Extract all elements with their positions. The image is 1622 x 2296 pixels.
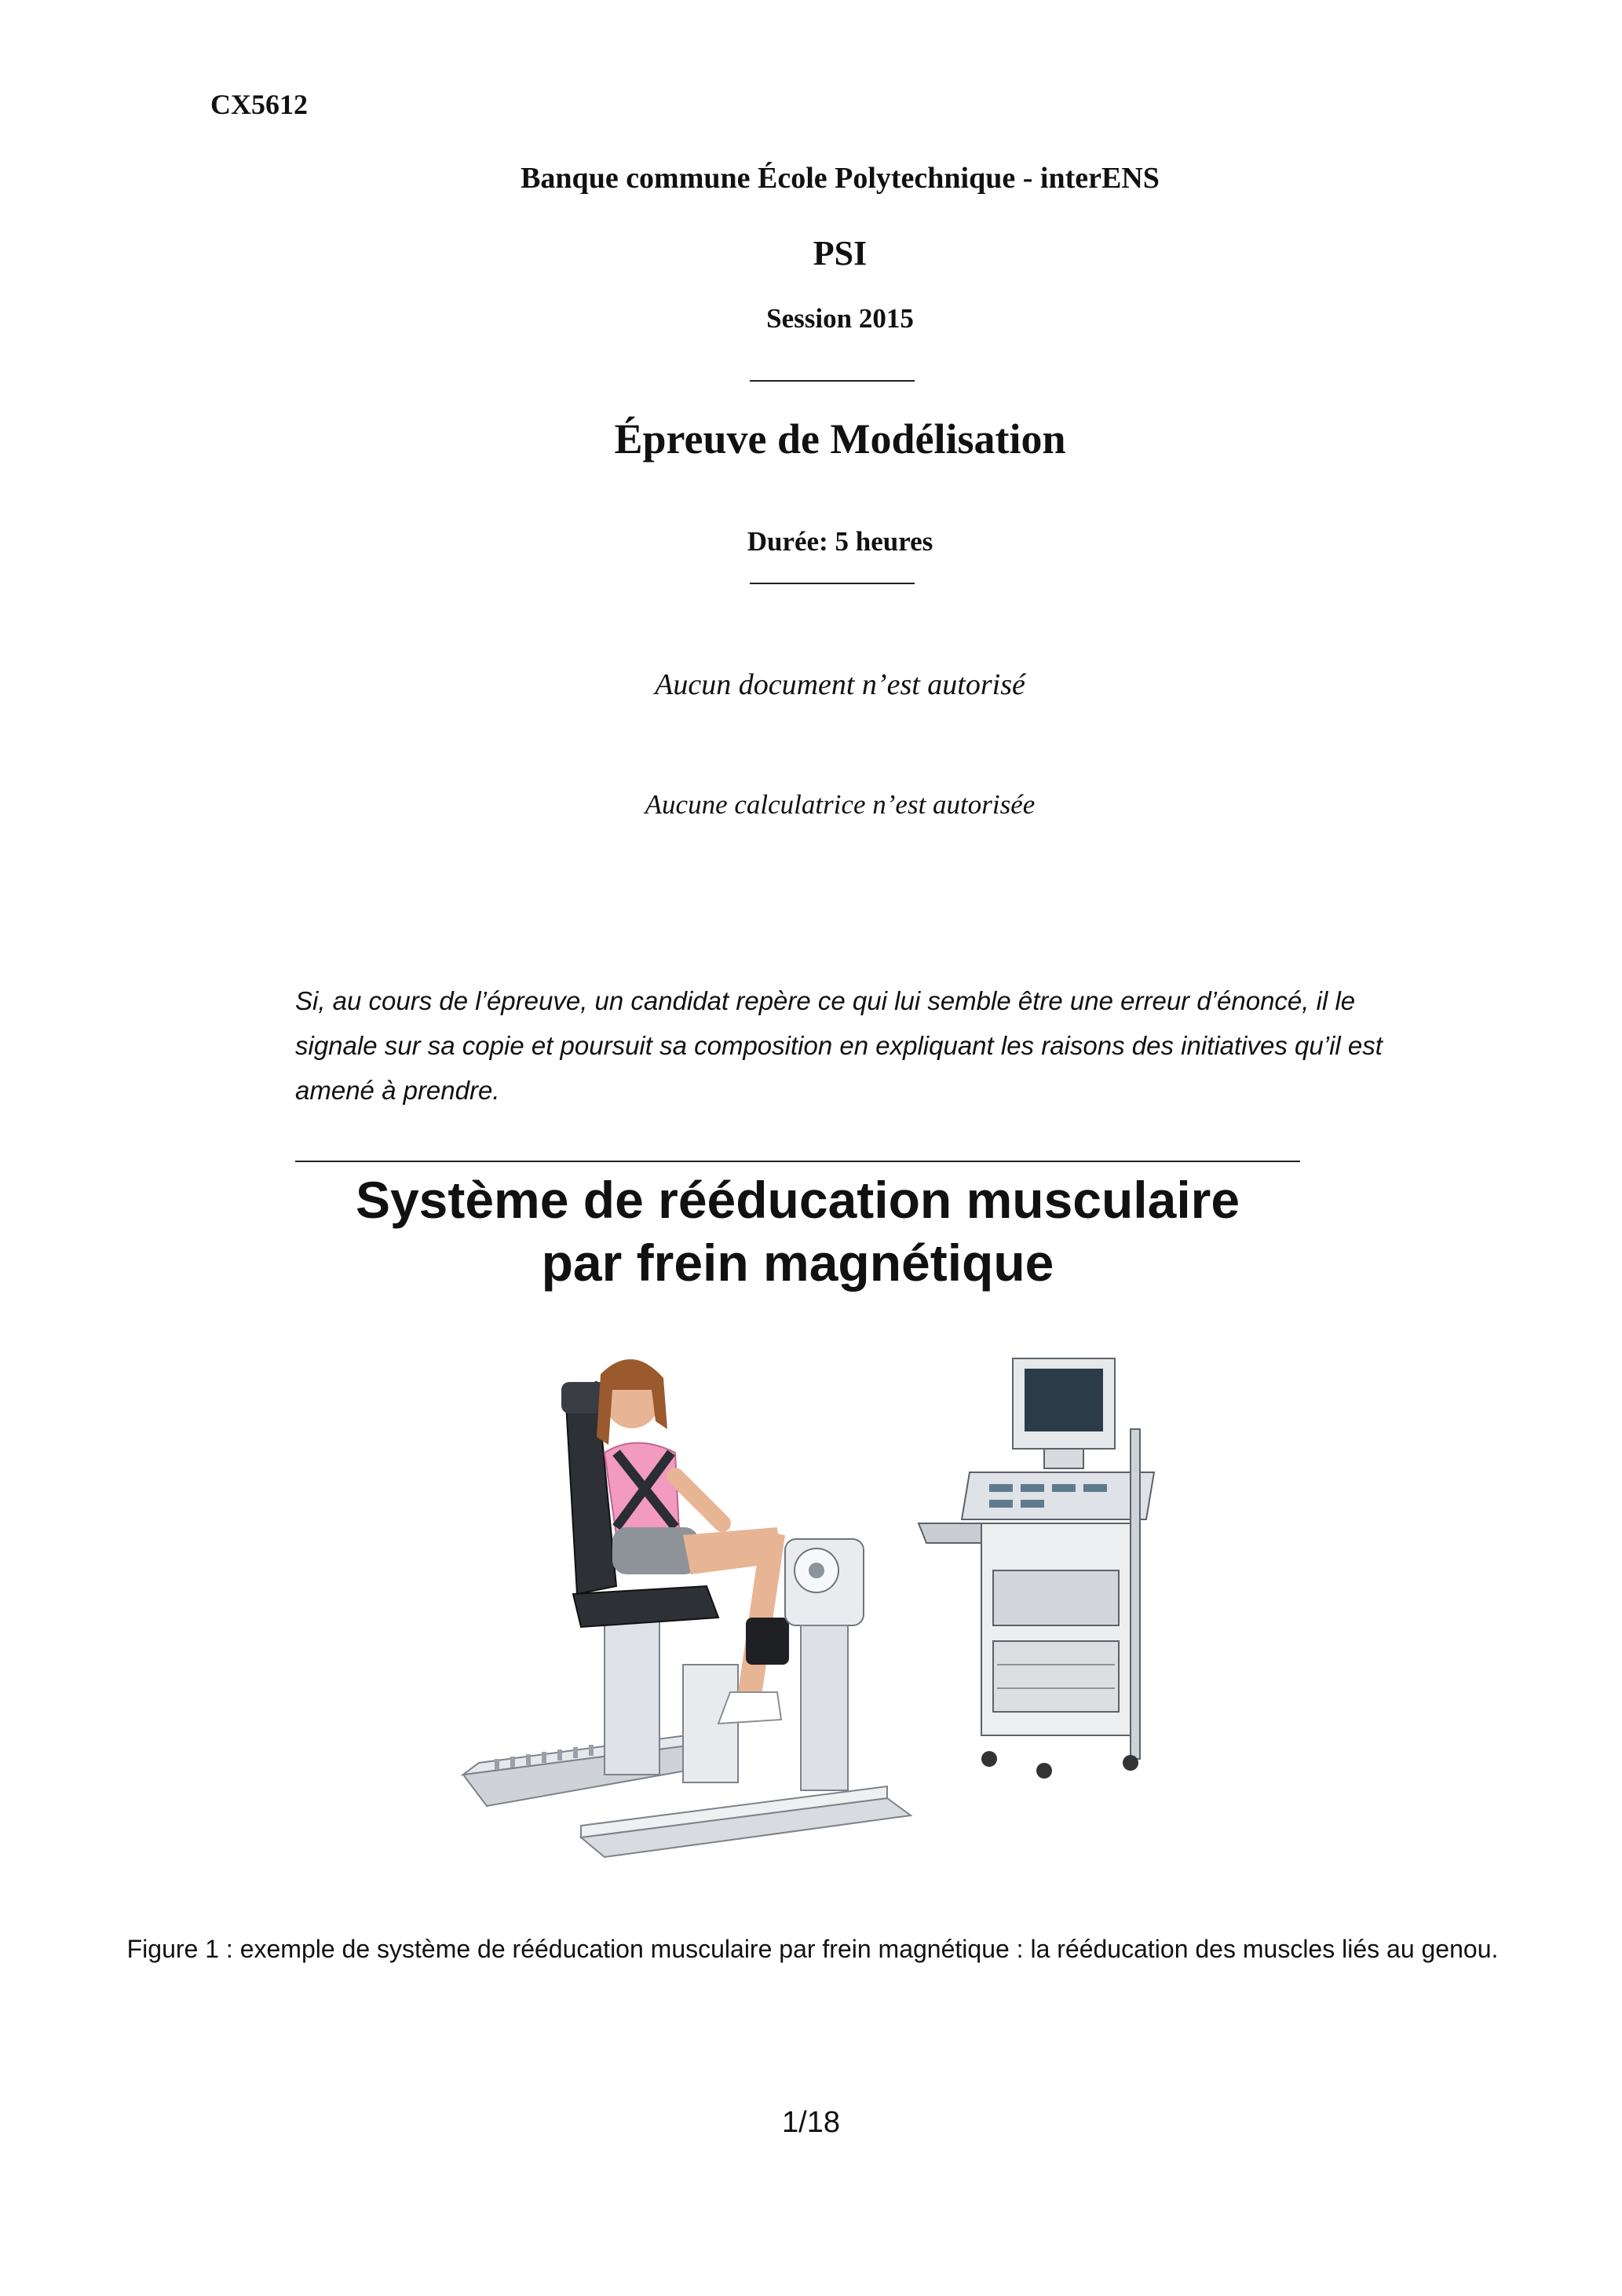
main-title <box>295 1168 1300 1294</box>
computer-cart <box>919 1358 1154 1779</box>
exam-duration: Durée: 5 heures <box>747 526 933 557</box>
figure-caption: Figure 1 : exemple de système de rééducation musculaire par frein magnétique : la rééducation des muscles liés au genou. <box>126 1935 1499 1963</box>
divider <box>750 583 915 584</box>
document-code: CX5612 <box>210 89 308 120</box>
no-document-notice: Aucun document n’est autorisé <box>655 668 1025 701</box>
divider <box>750 380 915 382</box>
title-divider <box>295 1161 1300 1162</box>
institution-heading: Banque commune École Polytechnique - interENS <box>521 162 1160 195</box>
error-instructions: Si, au cours de l’épreuve, un candidat repère ce qui lui semble être une erreur d’énoncé, il le signale sur sa copie et poursuit sa composition en expliquant les raisons des initiatives qu’il est amené à prendre. <box>295 986 1383 1105</box>
main-title-line-1: Système de rééducation musculaire <box>355 1171 1240 1229</box>
main-title-line-2: par frein magnétique <box>541 1234 1054 1292</box>
rehabilitation-machine-illustration <box>448 1335 1201 1900</box>
exam-title: Épreuve de Modélisation <box>614 415 1066 462</box>
page-number: 1/18 <box>782 2106 840 2139</box>
dynamometer-unit <box>785 1539 864 1790</box>
no-calculator-notice: Aucune calculatrice n’est autorisée <box>645 789 1036 820</box>
session-heading: Session 2015 <box>766 303 914 334</box>
filiere-heading: PSI <box>813 234 868 272</box>
